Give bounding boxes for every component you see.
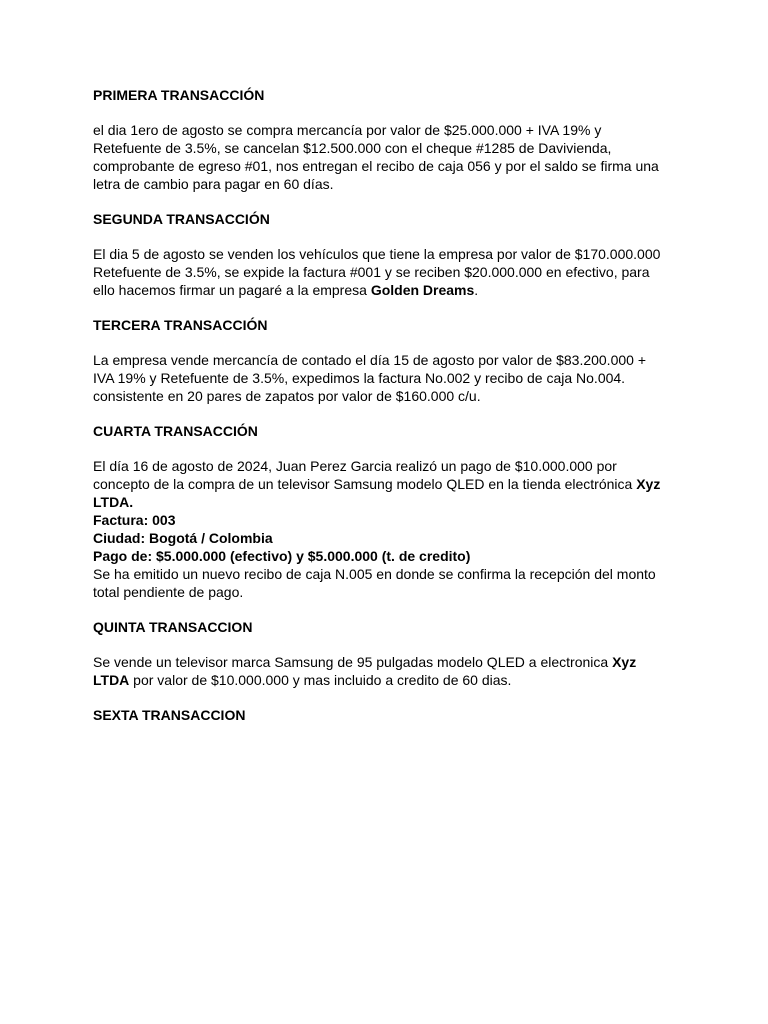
section-body-quinta: [93, 653, 683, 689]
text-line: Retefuente de 3.5%, se expide la factura #001 y se reciben $20.000.000 en efectivo, para: [93, 264, 650, 280]
company-name-bold: Golden Dreams: [370, 282, 475, 298]
section-heading-segunda: SEGUNDA TRANSACCIÓN: [93, 211, 270, 227]
section-body-primera: [93, 121, 683, 193]
text-line: Se ha emitido un nuevo recibo de caja N.005 en donde se confirma la recepción del monto: [93, 566, 656, 582]
section-body-tercera: [93, 351, 683, 405]
text-fragment: concepto de la compra de un televisor Samsung modelo QLED en la tienda electrónica: [93, 476, 637, 492]
section-body-segunda: [93, 245, 683, 299]
section-heading-sexta: SEXTA TRANSACCION: [93, 707, 246, 723]
section-heading-quinta: QUINTA TRANSACCION: [93, 619, 253, 635]
text-line: [93, 475, 683, 493]
company-name-bold: LTDA.: [93, 494, 134, 510]
text-fragment: .: [474, 282, 479, 298]
text-line: [93, 653, 683, 671]
text-line: IVA 19% y Retefuente de 3.5%, expedimos la factura No.002 y recibo de caja No.004.: [93, 370, 626, 386]
text-line: [93, 671, 683, 689]
text-fragment: Se vende un televisor marca Samsung de 95 pulgadas modelo QLED a electronica: [93, 654, 613, 670]
city-label: Ciudad: Bogotá / Colombia: [93, 530, 273, 546]
section-body-cuarta: [93, 457, 683, 601]
section-heading-tercera: TERCERA TRANSACCIÓN: [93, 317, 268, 333]
document-page: [93, 86, 683, 741]
text-line: El día 16 de agosto de 2024, Juan Perez Garcia realizó un pago de $10.000.000 por: [93, 458, 617, 474]
text-line: El dia 5 de agosto se venden los vehículos que tiene la empresa por valor de $170.000.000: [93, 246, 661, 262]
text-line: letra de cambio para pagar en 60 días.: [93, 176, 334, 192]
text-fragment: por valor de $10.000.000 y mas incluido a credito de 60 dias.: [129, 672, 512, 688]
section-heading-primera: PRIMERA TRANSACCIÓN: [93, 87, 265, 103]
text-fragment: ello hacemos firmar un pagaré a la empresa: [93, 282, 371, 298]
text-line: La empresa vende mercancía de contado el día 15 de agosto por valor de $83.200.000 +: [93, 352, 646, 368]
company-name-bold: Xyz: [612, 654, 637, 670]
text-line: Retefuente de 3.5%, se cancelan $12.500.000 con el cheque #1285 de Davivienda,: [93, 140, 612, 156]
text-line: comprobante de egreso #01, nos entregan el recibo de caja 056 y por el saldo se firma una: [93, 158, 659, 174]
company-name-bold: Xyz: [636, 476, 661, 492]
text-line: total pendiente de pago.: [93, 584, 244, 600]
payment-details: Pago de: $5.000.000 (efectivo) y $5.000.000 (t. de credito): [93, 548, 471, 564]
text-line: consistente en 20 pares de zapatos por valor de $160.000 c/u.: [93, 388, 481, 404]
section-heading-cuarta: CUARTA TRANSACCIÓN: [93, 423, 258, 439]
invoice-number: Factura: 003: [93, 512, 176, 528]
text-line: el dia 1ero de agosto se compra mercancía por valor de $25.000.000 + IVA 19% y: [93, 122, 602, 138]
text-line: [93, 281, 683, 299]
company-name-bold: LTDA: [93, 672, 130, 688]
